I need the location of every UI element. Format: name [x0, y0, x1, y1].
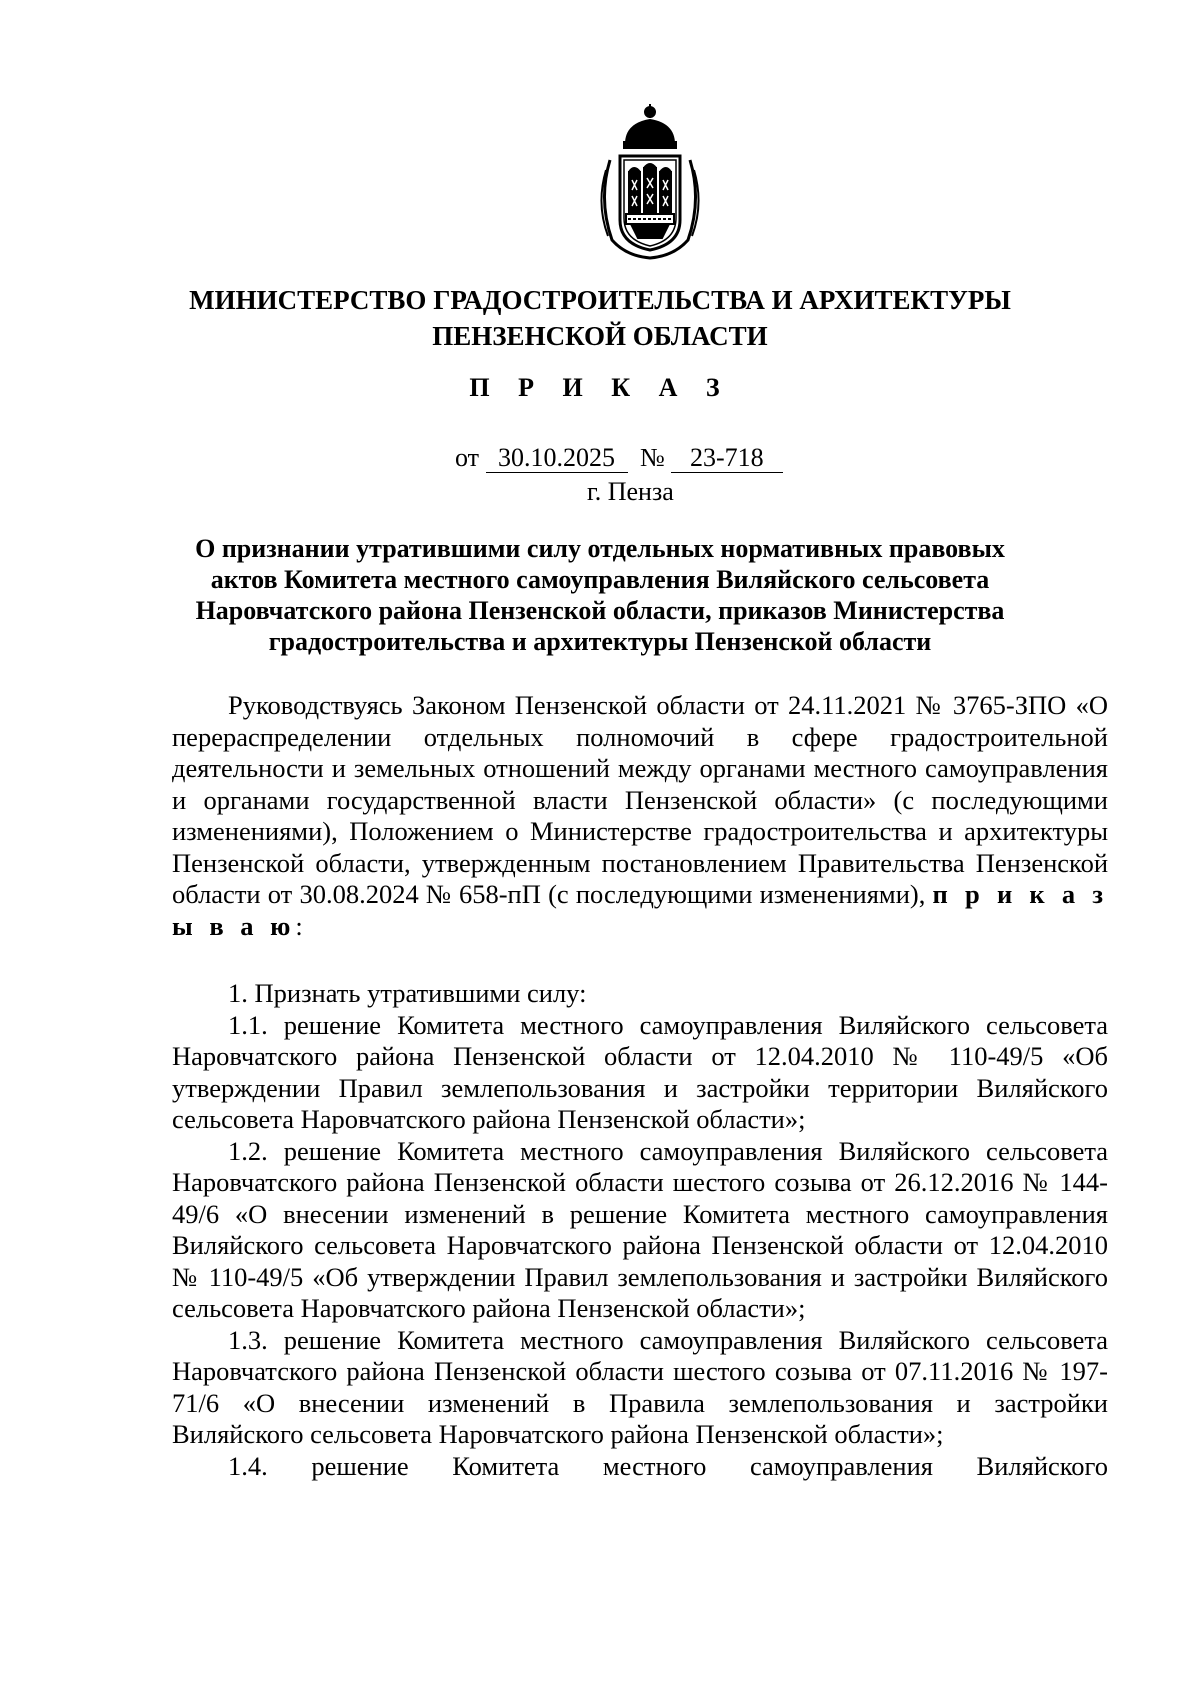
order-date: 30.10.2025	[486, 444, 628, 473]
item-1-4: 1.4. решение Комитета местного самоуправления Виляйского	[228, 1450, 1108, 1481]
preamble-paragraph	[172, 690, 1108, 942]
preamble-tail: :	[295, 910, 303, 941]
item-1-1: 1.1. решение Комитета местного самоуправления Виляйского сельсовета Наровчатского района Пензенской области от 12.04.2010 № 110-49/5 «Об утверждении Правил землепользования и застройки территории Виляйского сельсовета Наровчатского района Пензенской области»;	[172, 1009, 1108, 1134]
order-number: 23-718	[671, 444, 783, 473]
title-line: О признании утратившими силу отдельных нормативных правовых	[195, 534, 1005, 563]
item-1-3: 1.3. решение Комитета местного самоуправления Виляйского сельсовета Наровчатского района Пензенской области шестого созыва от 07.11.2016 № 197-71/6 «О внесении изменений в Правила землепользования и застройки Виляйского сельсовета Наровчатского района Пензенской области»;	[172, 1324, 1108, 1449]
date-label: от	[455, 443, 480, 472]
preamble-text: Руководствуясь Законом Пензенской области от 24.11.2021 № 3765-ЗПО «О перераспределении отдельных полномочий в сфере градостроительной деятельности и земельных отношений между органами местного самоуправления и органами государственной власти Пензенской области» (с последующими изменениями), Положением о Министерстве градостроительства и архитектуры Пензенской области, утвержденным постановлением Правительства Пензенской области от 30.08.2024 № 658-пП (с последующими изменениями),	[172, 690, 1108, 909]
preamble	[172, 690, 1108, 942]
order-items	[172, 978, 1108, 1482]
document-title	[100, 533, 1100, 657]
order-date-number	[455, 443, 783, 473]
document-type-heading: П Р И К А З	[469, 373, 731, 402]
ministry-line-1: МИНИСТЕРСТВО ГРАДОСТРОИТЕЛЬСТВА И АРХИТЕКТУРЫ	[189, 285, 1011, 315]
coat-of-arms-icon	[596, 100, 704, 260]
ministry-name	[100, 282, 1100, 354]
title-line: Наровчатского района Пензенской области, приказов Министерства	[195, 596, 1005, 625]
item-1-2: 1.2. решение Комитета местного самоуправления Виляйского сельсовета Наровчатского района Пензенской области шестого созыва от 26.12.2016 № 144-49/6 «О внесении изменений в решение Комитета местного самоуправления Виляйского сельсовета Наровчатского района Пензенской области от 12.04.2010 № 110-49/5 «Об утверждении Правил землепользования и застройки Виляйского сельсовета Наровчатского района Пензенской области»;	[172, 1135, 1108, 1323]
item-1: 1. Признать утратившими силу:	[228, 978, 587, 1008]
number-label: №	[640, 443, 665, 472]
title-line: актов Комитета местного самоуправления Виляйского сельсовета	[210, 565, 990, 594]
order-verb: п р и к а з ы в а ю	[172, 879, 1108, 941]
ministry-line-2: ПЕНЗЕНСКОЙ ОБЛАСТИ	[432, 321, 768, 351]
city-line: г. Пенза	[587, 477, 674, 506]
title-line: градостроительства и архитектуры Пензенской области	[268, 627, 932, 656]
